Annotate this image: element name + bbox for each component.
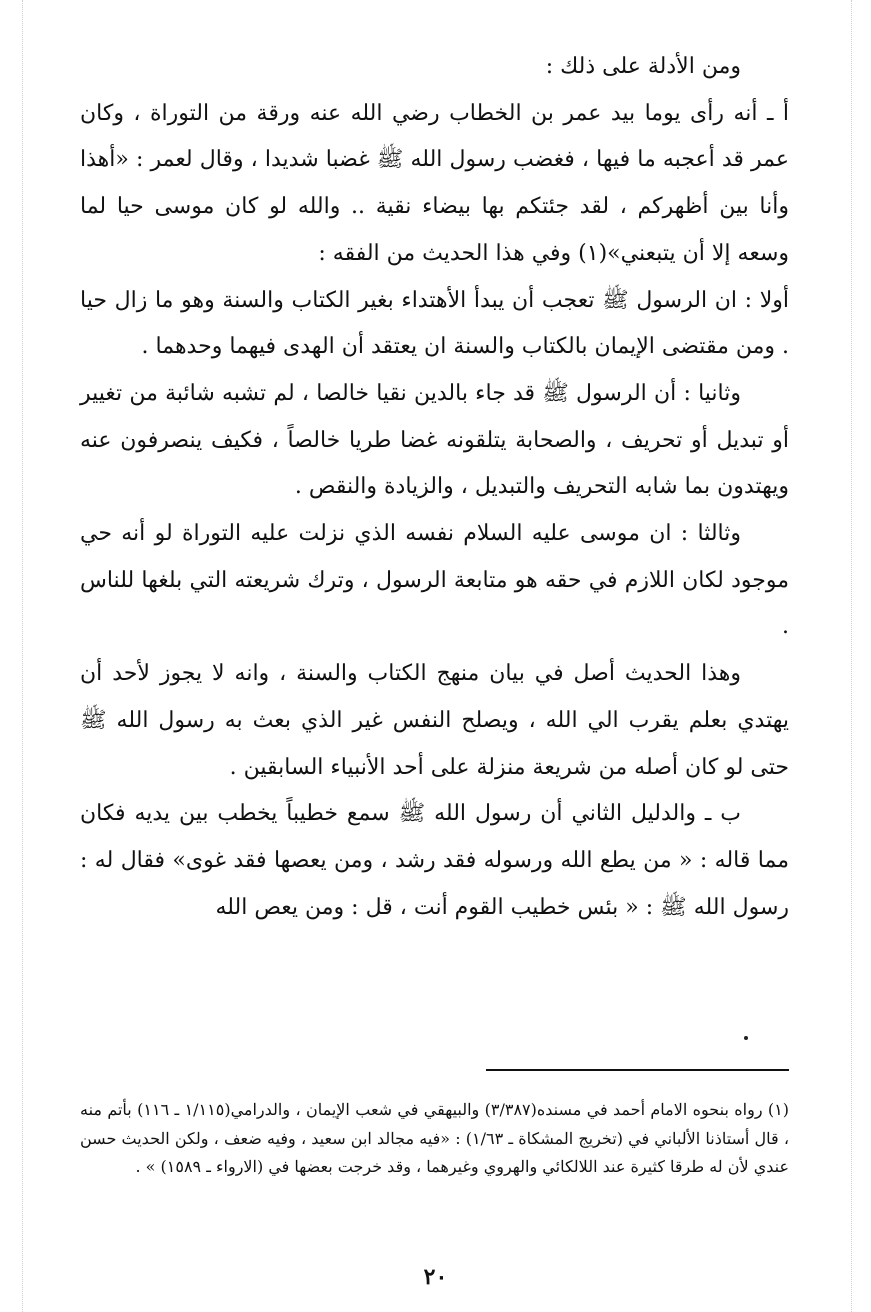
paragraph-a: أ ـ أنه رأى يوما بيد عمر بن الخطاب رضي الله عنه ورقة من التوراة ، وكان عمر قد أعجبه ما فيها ، فغضب رسول الله ﷺ غضبا شديدا ، وقال لعمر : «أهذا وأنا بين أظهركم ، لقد جئتكم بها بيضاء نقية .. والله لو كان موسى حيا لما وسعه إلا أن يتبعني»(١) وفي هذا الحديث من الفقه : xyxy=(80,100,789,266)
paragraph-first: أولا : ان الرسول ﷺ تعجب أن يبدأ الأهتداء بغير الكتاب والسنة وهو ما زال حيا . ومن مقتضى الإيمان بالكتاب والسنة ان يعتقد أن الهدى فيهما وحدهما . xyxy=(80,287,789,360)
paragraph-second: وثانيا : أن الرسول ﷺ قد جاء بالدين نقيا خالصا ، لم تشبه شائبة من تغيير أو تبديل أو تحريف ، والصحابة يتلقونه غضا طريا خالصاً ، فكيف ينصرفون عنه ويهتدون بما شابه التحريف والتبديل ، والزيادة والنقص . xyxy=(80,380,789,500)
intro-line: ومن الأدلة على ذلك : xyxy=(545,54,741,79)
footnote-1: (١) رواه بنحوه الامام أحمد في مسنده(٣/٣٨٧) والبيهقي في شعب الإيمان ، والدرامي(١/١١٥ ـ ١١٦) بأتم منه ، قال أستاذنا الألباني في (تخريج المشكاة ـ ١/٦٣) : «فيه مجالد ابن سعيد ، وفيه ضعف ، ولكن الحديث حسن عندي لأن له طرقا كثيرة عند اللالكائي والهروي وغيرهما ، وقد خرجت بعضها في (الارواء ـ ١٥٨٩) » . xyxy=(80,1100,790,1176)
right-margin-dots xyxy=(851,0,852,1312)
paragraph-b: ب ـ والدليل الثاني أن رسول الله ﷺ سمع خطيباً يخطب بين يديه فكان مما قاله : « من يطع الله ورسوله فقد رشد ، ومن يعصها فقد غوى» فقال له : رسول الله ﷺ : « بئس خطيب القوم أنت ، قل : ومن يعص الله xyxy=(80,801,789,920)
stray-dot xyxy=(744,1036,748,1040)
footnotes xyxy=(80,1096,789,1182)
left-margin-dots xyxy=(22,0,23,1312)
main-text xyxy=(80,44,789,931)
page-number: ٢٠ xyxy=(423,1264,448,1290)
footnote-separator xyxy=(486,1069,789,1071)
paragraph-third: وثالثا : ان موسى عليه السلام نفسه الذي نزلت عليه التوراة لو أنه حي موجود لكان اللازم في حقه هو متابعة الرسول ، وترك شريعته التي بلغها للناس . xyxy=(80,521,789,640)
paragraph-principle: وهذا الحديث أصل في بيان منهج الكتاب والسنة ، وانه لا يجوز لأحد أن يهتدي بعلم يقرب الي الله ، ويصلح النفس غير الذي بعث به رسول الله ﷺ حتى لو كان أصله من شريعة منزلة على أحد الأنبياء السابقين . xyxy=(80,661,789,780)
